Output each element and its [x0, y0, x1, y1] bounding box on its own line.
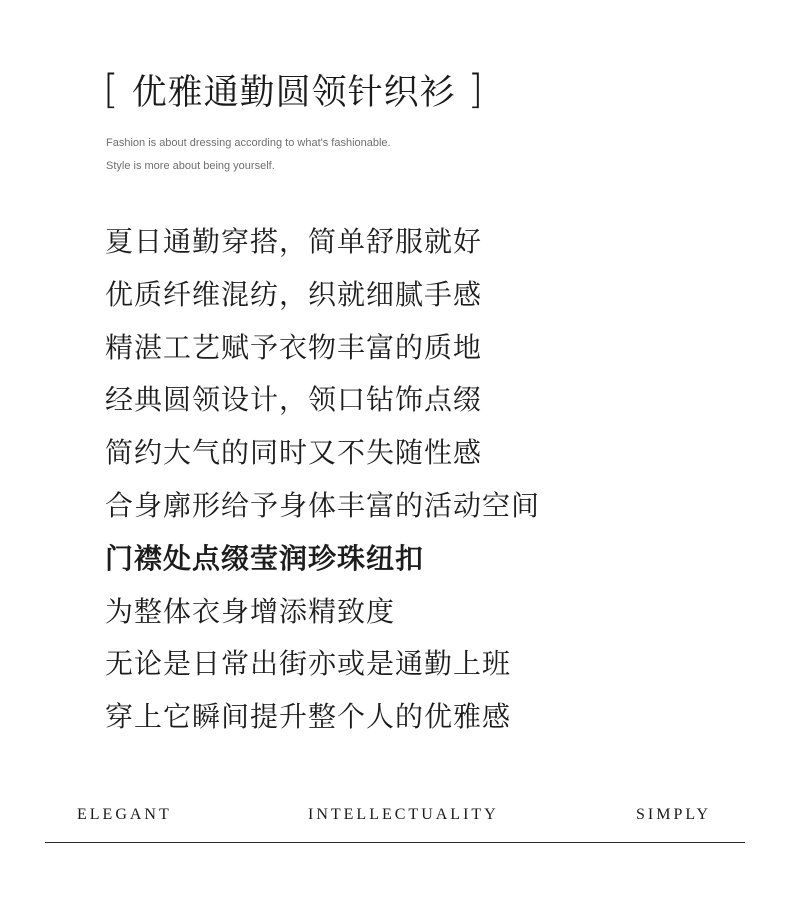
description-line: 穿上它瞬间提升整个人的优雅感: [105, 700, 512, 734]
title-bracket-right: ]: [467, 67, 485, 113]
keyword-simply: SIMPLY: [636, 806, 712, 823]
footer-divider: [45, 842, 745, 843]
title-text: 优雅通勤圆领针织衫: [131, 73, 456, 113]
description-line: 合身廓形给予身体丰富的活动空间: [105, 488, 541, 522]
description-line: 为整体衣身增添精致度: [105, 594, 396, 628]
keyword-intellectuality: INTELLECTUALITY: [308, 806, 499, 823]
page-title: [103, 64, 484, 116]
product-description: [105, 216, 745, 744]
description-line: 精湛工艺赋予衣物丰富的质地: [105, 330, 483, 364]
tagline-style: Style is more about being yourself.: [106, 160, 275, 172]
tagline-fashion: Fashion is about dressing according to what's fashionable.: [106, 137, 391, 149]
description-line: 简约大气的同时又不失随性感: [105, 436, 483, 470]
description-line: 优质纤维混纺，织就细腻手感: [105, 277, 483, 311]
title-bracket-left: [: [103, 67, 120, 113]
description-line-highlight: 门襟处点缀莹润珍珠纽扣: [105, 541, 425, 575]
keyword-row: [0, 806, 790, 826]
keyword-elegant: ELEGANT: [77, 806, 172, 823]
description-line: 经典圆领设计，领口钻饰点缀: [105, 383, 483, 417]
description-line: 夏日通勤穿搭，简单舒服就好: [105, 225, 483, 258]
description-line: 无论是日常出街亦或是通勤上班: [105, 647, 512, 681]
